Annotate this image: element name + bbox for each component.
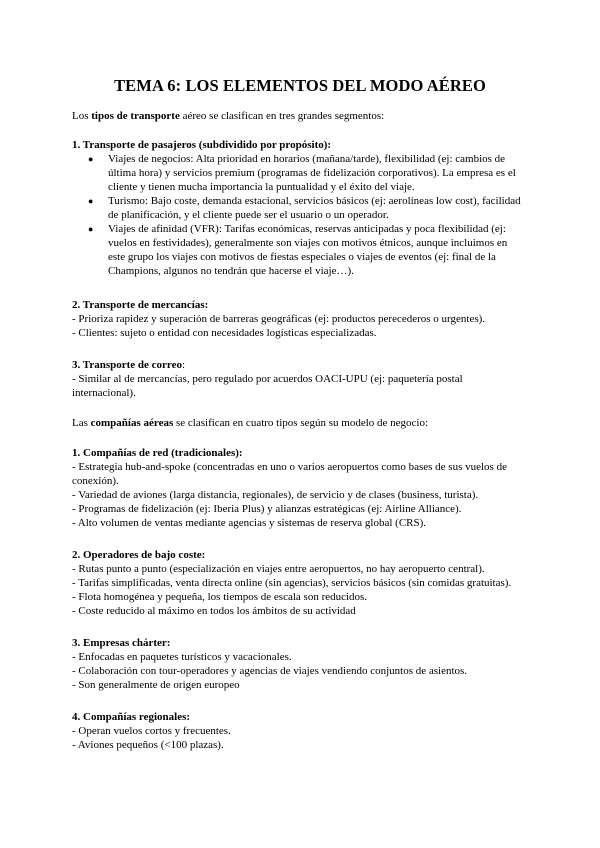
intro-paragraph <box>72 109 384 123</box>
airlines-intro-bold: compañías aéreas <box>90 417 174 429</box>
list-item: Turismo: Bajo coste, demanda estacional, servicios básicos (ej: aerolíneas low cost), facilidad <box>108 195 521 207</box>
passengers-heading: 1. Transporte de pasajeros (subdividido por propósito): <box>72 139 332 151</box>
list-item: internacional). <box>72 387 136 399</box>
list-item: - Flota homogénea y pequeña, los tiempos de escala son reducidos. <box>72 591 368 603</box>
list-item: - Son generalmente de origen europeo <box>72 679 240 691</box>
list-item: vuelos en festividades), generalmente son viajes con motivos étnicos, aunque incluimos en <box>108 237 508 249</box>
airlines-intro-post: se clasifican en cuatro tipos según su modelo de negocio: <box>173 417 429 429</box>
network-heading: 1. Compañías de red (tradicionales): <box>72 447 243 459</box>
list-item: Champions, algunos no tendrán que hacerse el viaje…). <box>108 265 354 277</box>
list-item: Viajes de negocios: Alta prioridad en horarios (mañana/tarde), flexibilidad (ej: cambios de <box>108 153 506 165</box>
list-item: este grupo los viajes con motivos de fiestas especiales o viajes de eventos (ej: final de la <box>108 251 496 263</box>
intro-pre: Los <box>72 110 92 122</box>
list-item: - Enfocadas en paquetes turísticos y vacacionales. <box>72 651 292 663</box>
list-item: - Tarifas simplificadas, venta directa online (sin agencias), servicios básicos (sin comidas gratuitas). <box>72 577 512 589</box>
list-item: última hora) y servicios premium (programas de fidelización corporativos). La empresa es el <box>108 167 516 179</box>
page-title: TEMA 6: LOS ELEMENTOS DEL MODO AÉREO <box>114 76 486 95</box>
mail-heading-text: 3. Transporte de correo <box>72 359 182 371</box>
list-item: de planificación, y el cliente puede ser el usuario o un operador. <box>108 209 389 221</box>
bullet-marker: ● <box>88 154 94 164</box>
list-item: - Clientes: sujeto o entidad con necesidades logísticas especializadas. <box>72 327 377 339</box>
list-item: - Rutas punto a punto (especialización en viajes entre aeropuertos, no hay aeropuerto central). <box>72 563 485 575</box>
list-item: Viajes de afinidad (VFR): Tarifas económicas, reservas anticipadas y poca flexibilidad (ej: <box>108 223 506 235</box>
mail-heading-suffix: : <box>181 359 186 371</box>
list-item: - Coste reducido al máximo en todos los ámbitos de su actividad <box>72 605 356 617</box>
list-item: - Prioriza rapidez y superación de barreras geográficas (ej: productos perecederos o urgentes). <box>72 313 486 325</box>
list-item: - Estrategia hub-and-spoke (concentradas en uno o varios aeropuertos como bases de sus vuelos de <box>72 461 507 473</box>
list-item: - Variedad de aviones (larga distancia, regionales), de servicio y de clases (business, turista). <box>72 489 479 501</box>
lowcost-heading: 2. Operadores de bajo coste: <box>72 549 206 561</box>
list-item: - Aviones pequeños (<100 plazas). <box>72 739 224 751</box>
list-item: conexión). <box>72 475 119 487</box>
list-item: cliente y tienen mucha importancia la puntualidad y el éxito del viaje. <box>108 181 415 193</box>
airlines-intro-paragraph <box>72 416 428 430</box>
regional-heading: 4. Compañías regionales: <box>72 711 191 723</box>
list-item: - Operan vuelos cortos y frecuentes. <box>72 725 231 737</box>
airlines-intro-pre: Las <box>72 417 91 429</box>
charter-heading: 3. Empresas chárter: <box>72 637 171 649</box>
bullet-marker: ● <box>88 224 94 234</box>
mail-heading <box>72 358 185 372</box>
list-item: - Alto volumen de ventas mediante agencias y sistemas de reserva global (CRS). <box>72 517 427 529</box>
goods-heading: 2. Transporte de mercancías: <box>72 299 209 311</box>
list-item: - Programas de fidelización (ej: Iberia Plus) y alianzas estratégicas (ej: Airline Alliance). <box>72 503 462 515</box>
intro-bold: tipos de transporte <box>91 110 180 122</box>
intro-post: aéreo se clasifican en tres grandes segmentos: <box>179 110 385 122</box>
bullet-marker: ● <box>88 196 94 206</box>
list-item: - Colaboración con tour-operadores y agencias de viajes vendiendo conjuntos de asientos. <box>72 665 468 677</box>
list-item: - Similar al de mercancías, pero regulado por acuerdos OACI-UPU (ej: paquetería postal <box>72 373 463 385</box>
